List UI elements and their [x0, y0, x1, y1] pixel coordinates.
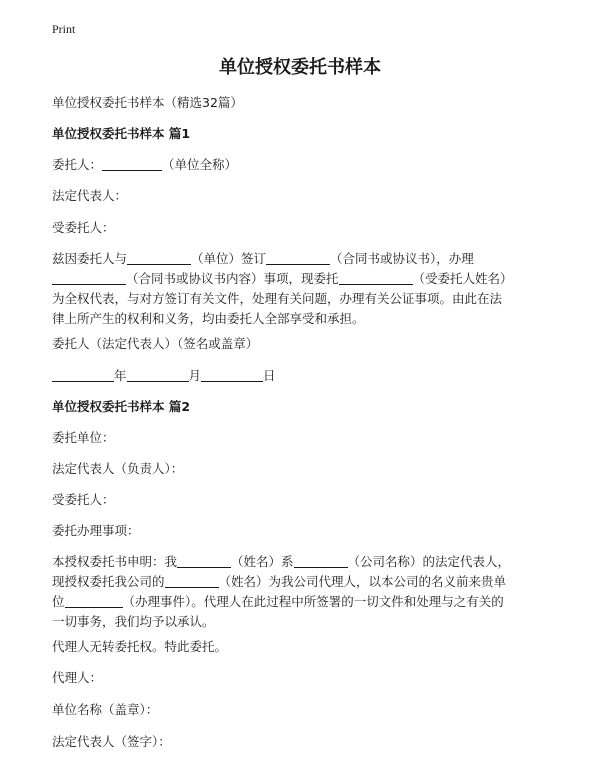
section2-legal-rep: 法定代表人（负责人）： [52, 461, 184, 476]
text-span: （公司名称）的法定代表人， [347, 554, 511, 569]
year-blank [52, 367, 114, 382]
section2-para-row [52, 572, 552, 592]
client-label: 委托人： [52, 157, 103, 172]
day-blank [201, 367, 263, 382]
section2-para-row [52, 592, 552, 612]
section2-matters: 委托办理事项： [52, 523, 140, 538]
section2-trustee: 受委托人： [52, 492, 115, 507]
document-title: 单位授权委托书样本 [219, 57, 381, 78]
intro-line: 单位授权委托书样本（精选32篇） [52, 95, 243, 110]
section2-unit-name: 单位名称（盖章）： [52, 702, 159, 717]
blank-line [266, 250, 330, 265]
section2-para-row [52, 552, 552, 572]
section1-legal-rep: 法定代表人： [52, 188, 128, 203]
blank-line [339, 270, 413, 285]
section1-heading: 单位授权委托书样本 篇1 [52, 126, 191, 141]
section2-unit: 委托单位： [52, 430, 115, 445]
section1-para-row: 为全权代表，与对方签订有关文件，处理有关问题，办理有关公证事项。由此在法 [52, 291, 503, 306]
text-span: 本授权委托书申明：我 [52, 554, 178, 569]
year-label: 年 [114, 368, 127, 383]
section1-client-line [52, 155, 552, 175]
blank-line [52, 270, 126, 285]
blank-line [127, 250, 191, 265]
text-span: （受委托人姓名） [412, 271, 513, 286]
blank-line [65, 593, 123, 608]
section2-agent: 代理人： [52, 670, 103, 685]
section1-signature: 委托人（法定代表人）（签名或盖章） [52, 336, 259, 351]
section1-date-line [52, 366, 552, 386]
text-span: 兹因委托人与 [52, 251, 128, 266]
section1-paragraph [52, 249, 552, 329]
day-label: 日 [263, 368, 276, 383]
client-blank [102, 156, 162, 171]
section2-heading: 单位授权委托书样本 篇2 [52, 399, 191, 414]
print-label[interactable]: Print [52, 22, 76, 36]
blank-line [165, 573, 219, 588]
section2-para-row: 一切事务，我们均予以承认。 [52, 614, 215, 629]
blank-line [177, 553, 231, 568]
text-span: （姓名）系 [231, 554, 294, 569]
text-span: 位 [52, 594, 65, 609]
month-label: 月 [188, 368, 202, 383]
section1-para-row: 律上所产生的权利和义务，均由委托人全部享受和承担。 [52, 311, 365, 326]
section1-para-row [52, 269, 552, 289]
text-span: （单位）签订 [191, 251, 267, 266]
section1-para-row [52, 249, 552, 269]
text-span: （姓名）为我公司代理人，以本公司的名义前来贵单 [218, 574, 507, 589]
text-span: （办理事件）。代理人在此过程中所签署的一切文件和处理与之有关的 [122, 594, 504, 609]
text-span: （合同书或协议书），办理 [330, 251, 474, 266]
month-blank [127, 367, 189, 382]
blank-line [294, 553, 348, 568]
section1-trustee: 受委托人： [52, 220, 115, 235]
section2-paragraph [52, 552, 552, 632]
text-span: （合同书或协议书内容）事项，现委托 [126, 271, 339, 286]
section2-legal-rep-sign: 法定代表人（签字）： [52, 734, 171, 749]
text-span: 现授权委托我公司的 [52, 574, 165, 589]
section2-no-transfer: 代理人无转委托权。特此委托。 [52, 639, 228, 654]
client-suffix: （单位全称） [162, 157, 238, 172]
